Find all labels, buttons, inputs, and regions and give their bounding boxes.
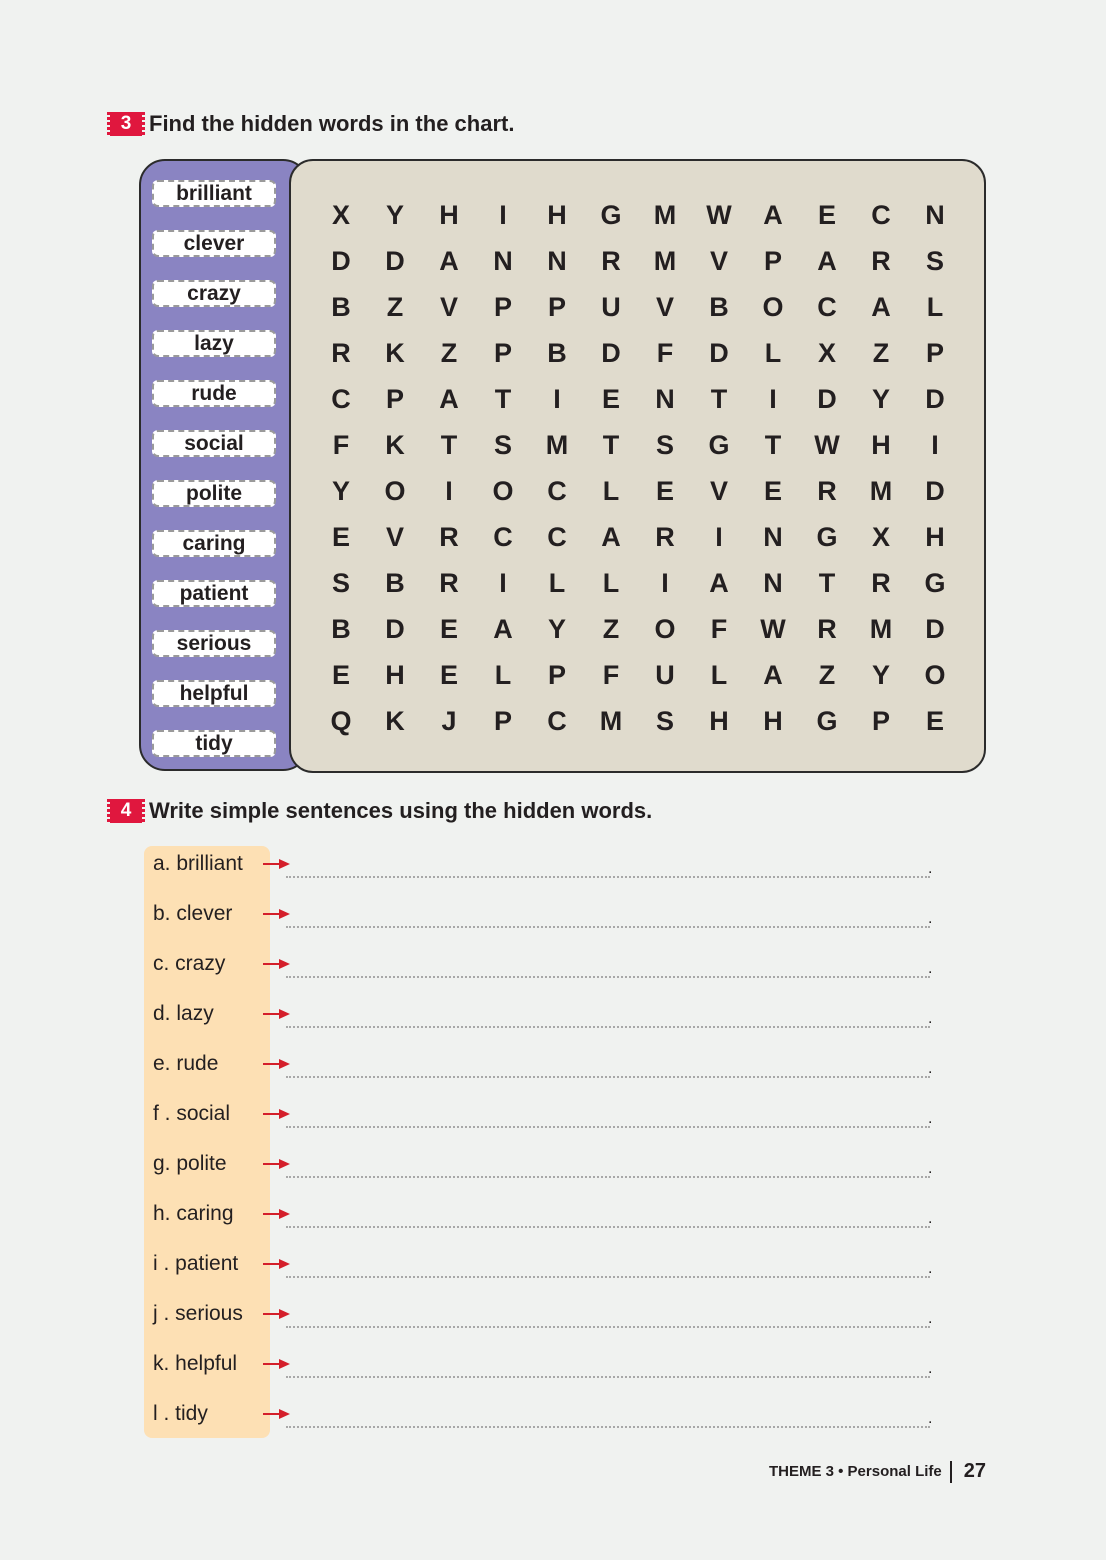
grid-letter: B [331,292,351,322]
grid-letter: S [925,246,944,276]
word-tag: caring [152,530,276,557]
word-tag: social [152,430,276,457]
grid-letter: B [709,292,729,322]
line-end-period: . [928,1010,933,1027]
grid-letter: D [925,476,945,506]
grid-letter: H [547,200,567,230]
grid-letter: L [602,476,620,506]
grid-letter: H [925,522,945,552]
grid-row [314,476,962,506]
grid-letter: P [547,292,566,322]
item-label: g. polite [153,1152,227,1175]
grid-letter: V [709,246,728,276]
exercise-title: Find the hidden words in the chart. [149,111,515,136]
grid-letter: D [925,614,945,644]
sentence-row [0,1202,1106,1242]
grid-letter: O [654,614,676,644]
grid-letter: D [817,384,837,414]
grid-letter: R [871,246,891,276]
grid-letter: N [763,568,783,598]
grid-letter: G [708,430,730,460]
grid-letter: O [492,476,514,506]
grid-letter: G [924,568,946,598]
grid-letter: R [655,522,675,552]
grid-letter: I [445,476,453,506]
grid-letter: Y [331,476,350,506]
grid-letter: Z [872,338,890,368]
arrow-right-icon [263,858,291,870]
answer-line[interactable] [286,1376,930,1378]
line-end-period: . [928,860,933,877]
grid-letter: T [494,384,512,414]
grid-letter: K [385,338,405,368]
grid-letter: P [493,292,512,322]
grid-letter: L [710,660,728,690]
item-label: h. caring [153,1202,234,1225]
grid-row [314,292,962,322]
grid-row [314,338,962,368]
grid-row [314,660,962,690]
grid-letter: L [764,338,782,368]
arrow-right-icon [263,908,291,920]
grid-letter: G [816,706,838,736]
grid-letter: X [331,200,350,230]
grid-letter: E [925,706,944,736]
word-tag: crazy [152,280,276,307]
grid-letter: E [331,522,350,552]
item-label: k. helpful [153,1352,238,1375]
grid-letter: E [601,384,620,414]
exercise-3-heading [110,111,514,137]
grid-letter: C [547,476,567,506]
grid-letter: N [925,200,945,230]
line-end-period: . [928,910,933,927]
sentence-row [0,852,1106,892]
grid-letter: M [653,246,677,276]
grid-letter: J [441,706,457,736]
grid-letter: Z [818,660,836,690]
line-end-period: . [928,1160,933,1177]
grid-letter: F [602,660,620,690]
footer-theme: THEME 3 • Personal Life [768,1463,942,1480]
grid-letter: Q [330,706,352,736]
word-tag: serious [152,630,276,657]
arrow-right-icon [263,1208,291,1220]
word-tag: helpful [152,680,276,707]
page-footer [769,1460,986,1483]
grid-row [314,430,962,460]
grid-letter: E [817,200,836,230]
grid-letter: I [499,568,507,598]
grid-letter: P [493,706,512,736]
answer-line[interactable] [286,976,930,978]
grid-letter: N [493,246,513,276]
grid-letter: R [439,522,459,552]
grid-letter: T [764,430,782,460]
word-tag: lazy [152,330,276,357]
answer-line[interactable] [286,1176,930,1178]
arrow-right-icon [263,1108,291,1120]
sentence-row [0,952,1106,992]
grid-letter: C [331,384,351,414]
grid-letter: W [706,200,732,230]
grid-letter: H [871,430,891,460]
line-end-period: . [928,1360,933,1377]
word-tag: tidy [152,730,276,757]
grid-letter: E [331,660,350,690]
sentence-row [0,1102,1106,1142]
grid-letter: V [655,292,674,322]
grid-letter: V [385,522,404,552]
grid-letter: C [871,200,891,230]
sentence-row [0,1252,1106,1292]
grid-letter: I [499,200,507,230]
item-label: l . tidy [153,1402,208,1425]
grid-letter: V [709,476,728,506]
exercise-4-heading [110,798,652,824]
grid-letter: Y [871,660,890,690]
grid-letter: Z [602,614,620,644]
word-tag: brilliant [152,180,276,207]
grid-letter: E [655,476,674,506]
item-label: d. lazy [153,1002,214,1025]
grid-letter: C [547,522,567,552]
grid-letter: P [871,706,890,736]
grid-letter: F [656,338,674,368]
grid-letter: S [655,706,674,736]
line-end-period: . [928,1410,933,1427]
arrow-right-icon [263,1408,291,1420]
grid-row [314,614,962,644]
grid-letter: M [653,200,677,230]
grid-letter: I [931,430,939,460]
sentence-row [0,1352,1106,1392]
grid-letter: H [385,660,405,690]
arrow-right-icon [263,1258,291,1270]
grid-letter: C [493,522,513,552]
arrow-right-icon [263,1058,291,1070]
arrow-right-icon [263,1308,291,1320]
word-tag: clever [152,230,276,257]
arrow-right-icon [263,1358,291,1370]
grid-letter: A [439,384,459,414]
grid-letter: D [709,338,729,368]
grid-letter: O [762,292,784,322]
grid-letter: R [871,568,891,598]
line-end-period: . [928,1210,933,1227]
grid-letter: T [440,430,458,460]
grid-letter: O [924,660,946,690]
grid-letter: T [710,384,728,414]
grid-letter: X [871,522,890,552]
grid-letter: B [547,338,567,368]
answer-line[interactable] [286,1026,930,1028]
grid-row [314,522,962,552]
grid-letter: H [439,200,459,230]
grid-letter: I [769,384,777,414]
grid-letter: L [926,292,944,322]
arrow-right-icon [263,1158,291,1170]
grid-letter: S [331,568,350,598]
item-label: a. brilliant [153,852,243,875]
footer-divider [950,1461,952,1483]
grid-letter: D [331,246,351,276]
grid-letter: L [602,568,620,598]
sentence-row [0,1002,1106,1042]
grid-letter: M [545,430,569,460]
grid-letter: E [439,614,458,644]
grid-letter: U [601,292,621,322]
grid-letter: C [547,706,567,736]
grid-letter: Y [871,384,890,414]
item-label: c. crazy [153,952,226,975]
grid-letter: R [439,568,459,598]
item-label: f . social [153,1102,231,1125]
answer-line[interactable] [286,876,930,878]
item-label: b. clever [153,902,233,925]
exercise-title: Write simple sentences using the hidden words. [149,798,653,823]
grid-row [314,568,962,598]
grid-letter: A [763,660,783,690]
arrow-right-icon [263,958,291,970]
grid-letter: K [385,430,405,460]
grid-row [314,200,962,230]
grid-letter: I [661,568,669,598]
grid-letter: C [817,292,837,322]
sentence-row [0,1402,1106,1442]
grid-letter: D [601,338,621,368]
exercise-number-badge: 3 [110,112,142,136]
grid-letter: D [925,384,945,414]
grid-letter: A [493,614,513,644]
grid-letter: T [818,568,836,598]
grid-letter: P [493,338,512,368]
grid-letter: R [817,476,837,506]
grid-letter: B [331,614,351,644]
grid-letter: A [601,522,621,552]
grid-letter: S [655,430,674,460]
line-end-period: . [928,1310,933,1327]
grid-letter: Y [547,614,566,644]
grid-letter: U [655,660,675,690]
grid-letter: A [709,568,729,598]
line-end-period: . [928,1110,933,1127]
grid-letter: A [871,292,891,322]
line-end-period: . [928,960,933,977]
grid-letter: L [494,660,512,690]
grid-letter: M [869,476,893,506]
grid-letter: R [601,246,621,276]
grid-letter: Z [386,292,404,322]
grid-letter: Y [385,200,404,230]
grid-letter: S [493,430,512,460]
grid-letter: R [817,614,837,644]
answer-line[interactable] [286,926,930,928]
line-end-period: . [928,1260,933,1277]
grid-letter: G [600,200,622,230]
grid-letter: A [763,200,783,230]
grid-letter: R [331,338,351,368]
item-label: i . patient [153,1252,239,1275]
item-label: j . serious [153,1302,243,1325]
answer-line[interactable] [286,1076,930,1078]
answer-line[interactable] [286,1126,930,1128]
grid-letter: M [599,706,623,736]
grid-letter: T [602,430,620,460]
answer-line[interactable] [286,1326,930,1328]
grid-letter: V [439,292,458,322]
grid-letter: I [715,522,723,552]
grid-letter: G [816,522,838,552]
grid-letter: N [547,246,567,276]
grid-letter: F [710,614,728,644]
grid-letter: B [385,568,405,598]
answer-line[interactable] [286,1426,930,1428]
grid-row [314,706,962,736]
word-tag: polite [152,480,276,507]
line-end-period: . [928,1060,933,1077]
word-tag: patient [152,580,276,607]
grid-letter: L [548,568,566,598]
item-label: e. rude [153,1052,219,1075]
sentence-row [0,1302,1106,1342]
sentence-row [0,1052,1106,1092]
grid-letter: E [763,476,782,506]
grid-letter: P [763,246,782,276]
grid-row [314,384,962,414]
arrow-right-icon [263,1008,291,1020]
grid-letter: H [763,706,783,736]
page-number: 27 [963,1460,986,1482]
grid-letter: A [439,246,459,276]
grid-letter: I [553,384,561,414]
answer-line[interactable] [286,1226,930,1228]
sentence-row [0,902,1106,942]
grid-letter: E [439,660,458,690]
grid-letter: F [332,430,350,460]
sentence-row [0,1152,1106,1192]
grid-letter: D [385,246,405,276]
answer-line[interactable] [286,1276,930,1278]
grid-letter: W [814,430,840,460]
grid-letter: P [385,384,404,414]
grid-letter: N [763,522,783,552]
grid-letter: O [384,476,406,506]
grid-letter: P [547,660,566,690]
exercise-number-badge: 4 [110,799,142,823]
grid-letter: N [655,384,675,414]
grid-letter: Z [440,338,458,368]
word-tag: rude [152,380,276,407]
grid-letter: D [385,614,405,644]
grid-letter: W [760,614,786,644]
grid-row [314,246,962,276]
grid-letter: K [385,706,405,736]
grid-letter: M [869,614,893,644]
grid-letter: P [925,338,944,368]
grid-letter: H [709,706,729,736]
grid-letter: X [817,338,836,368]
grid-letter: A [817,246,837,276]
